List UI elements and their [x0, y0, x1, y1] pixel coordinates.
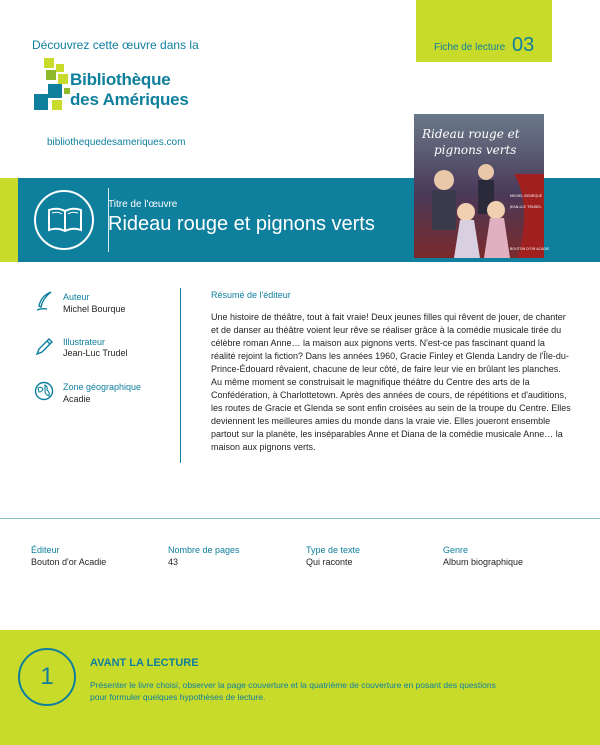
- zone-label: Zone géographique: [63, 382, 142, 392]
- step-number-badge: [18, 648, 76, 706]
- open-book-icon: [34, 190, 94, 250]
- illustrator-label: Illustrateur: [63, 337, 106, 347]
- fiche-number: 03: [512, 34, 535, 56]
- title-label: Titre de l'œuvre: [108, 199, 178, 210]
- resume-text: Une histoire de théâtre, tout à fait vraie! Deux jeunes filles qui rêvent de jouer, de chanter et de danser au théâtre voient leur rêve se réaliser grâce à la comédie musicale tirée du célèbre roman Anne… la maison aux pignons verts. N'est-ce pas fascinant quand la réalité rejoint la fiction? Dans les années 1960, Gracie Finley et Glenda Landry de l'Île-du-Prince-Édouard rêvaient, chacune de leur côté, de faire leur vie en brûlant les planches. Au même moment se construisait le magnifique théâtre du Centre des arts de la Confédération, à Charlottetown. Après des années de cours, de répétitions et d'auditions, les routes de Gracie et Glenda se sont enfin croisées au sein de la troupe du Centre. Elles deviennent les meilleures amies du monde dans la vraie vie. Elles joueront ensemble partout sur la planète, les inséparables Anne et Diana de la comédie musicale Anne… la maison aux pignons verts.: [211, 312, 571, 452]
- pencil-icon: [33, 336, 55, 358]
- book-cover[interactable]: [414, 114, 550, 258]
- cover-author: MICHEL BOURQUE: [510, 194, 543, 198]
- quill-icon: [33, 290, 55, 312]
- fact-label: Éditeur: [31, 545, 60, 555]
- author-label: Auteur: [63, 292, 90, 302]
- fact-value: Qui raconte: [306, 557, 353, 567]
- discover-text: Découvrez cette œuvre dans la: [32, 38, 199, 52]
- fiche-tab: [416, 0, 552, 62]
- zone-value: Acadie: [63, 394, 91, 404]
- svg-text:pignons verts: pignons verts: [434, 143, 517, 157]
- step-text: Présenter le livre choisi, observer la page couverture et la quatrième de couverture en posant des questions pour formuler quelques hypothèses de lecture.: [90, 680, 496, 702]
- column-divider: [180, 288, 181, 463]
- svg-text:Rideau rouge et: Rideau rouge et: [422, 127, 520, 141]
- work-title: Rideau rouge et pignons verts: [108, 213, 375, 235]
- illustrator-value: Jean-Luc Trudel: [63, 348, 128, 358]
- section-divider: [0, 518, 600, 519]
- fact-value: 43: [168, 557, 179, 567]
- author-value: Michel Bourque: [63, 304, 126, 314]
- logo-wordmark: [70, 70, 189, 110]
- fiche-label: Fiche de lecture: [434, 42, 506, 53]
- fact-label: Nombre de pages: [168, 545, 240, 555]
- site-link[interactable]: bibliothequedesameriques.com: [47, 137, 186, 148]
- title-band-accent: [0, 178, 18, 262]
- fact-pages: [168, 545, 240, 567]
- cover-publisher: BOUTON D'OR ACADIE: [510, 247, 550, 251]
- fact-label: Genre: [443, 545, 469, 555]
- fact-value: Bouton d'or Acadie: [31, 557, 107, 567]
- fact-value: Album biographique: [443, 557, 524, 567]
- fact-genre: [443, 545, 523, 567]
- globe-icon: [33, 380, 55, 402]
- logo-line1: Bibliothèque: [70, 70, 171, 89]
- fact-text-type: [306, 545, 360, 567]
- fact-publisher: [31, 545, 106, 567]
- step-title: AVANT LA LECTURE: [90, 657, 199, 669]
- logo-line2: des Amériques: [70, 90, 189, 109]
- fact-label: Type de texte: [306, 545, 361, 555]
- resume-title: Résumé de l'éditeur: [211, 290, 291, 300]
- cover-illustrator: JEAN-LUC TRUDEL: [510, 205, 542, 209]
- step-number: 1: [40, 663, 54, 690]
